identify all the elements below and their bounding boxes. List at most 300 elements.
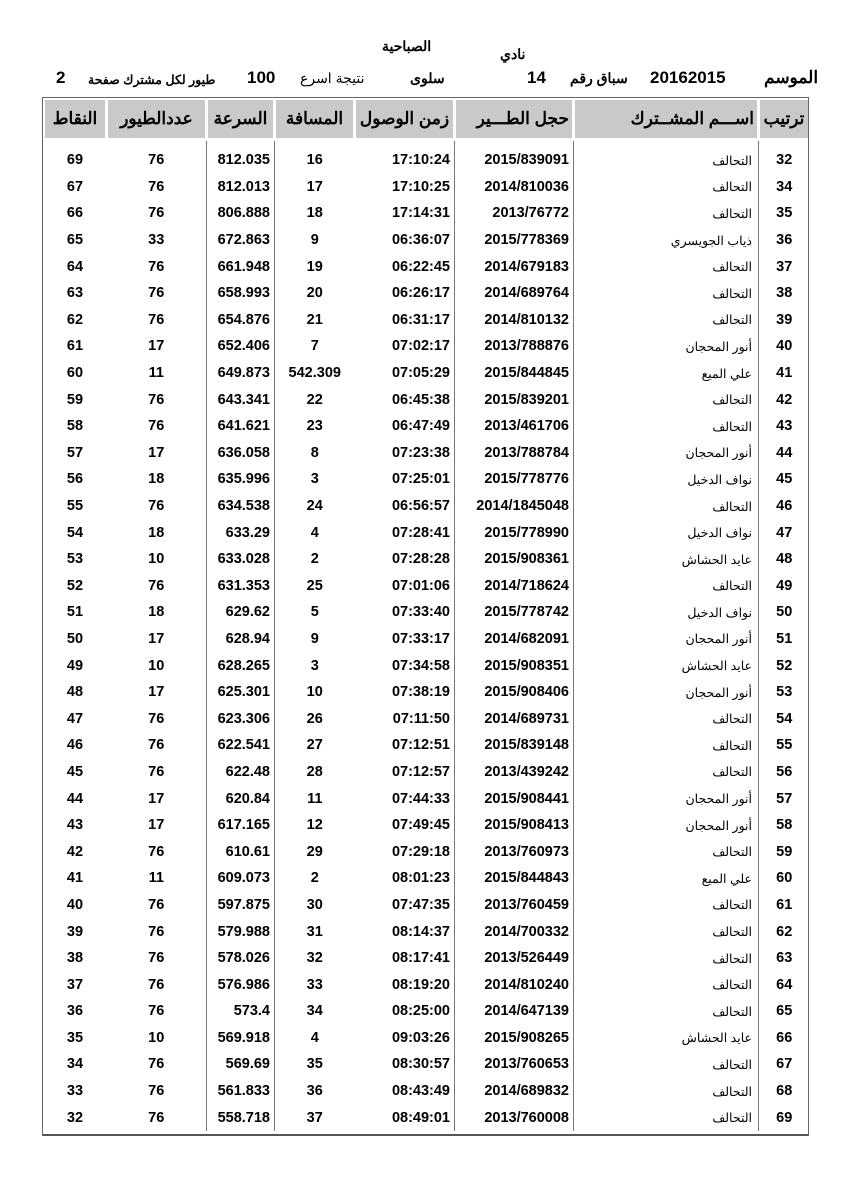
header-row: [44, 99, 810, 140]
cell-member: التحالف: [574, 253, 759, 280]
cell-member: التحالف: [574, 945, 759, 972]
cell-birds: 76: [148, 1056, 165, 1073]
col-birds: عددالطيور: [107, 99, 207, 140]
cell-member: أنور المحجان: [574, 679, 759, 706]
cell-speed: 609.073: [207, 865, 275, 892]
cell-ring: 2015/908406: [455, 679, 574, 706]
cell-birds: 76: [148, 710, 165, 727]
cell-points: 60: [66, 365, 84, 382]
race-label: سباق رقم: [570, 70, 628, 86]
cell-points: 48: [66, 684, 84, 701]
cell-member: أنور المحجان: [574, 785, 759, 812]
cell-birds: 33: [148, 232, 165, 249]
cell-points: 42: [66, 843, 84, 860]
cell-birds: 76: [148, 391, 165, 408]
cell-ring: 2015/908413: [455, 812, 574, 839]
table-row: [44, 759, 810, 786]
table-row: [44, 174, 810, 201]
season-label: الموسم: [764, 68, 819, 87]
cell-birds: 76: [148, 258, 165, 275]
cell-ring: 2015/839148: [455, 732, 574, 759]
cell-ring: 2015/778776: [455, 466, 574, 493]
per-member-label: طيور لكل مشترك صفحة: [88, 73, 216, 87]
cell-rank: 41: [759, 360, 810, 387]
cell-arrival: 09:03:26: [391, 1029, 450, 1046]
cell-ring: 2014/679183: [455, 253, 574, 280]
cell-points: 50: [66, 630, 84, 647]
cell-member: التحالف: [574, 386, 759, 413]
cell-speed: 561.833: [207, 1078, 275, 1105]
cell-arrival: 08:25:00: [391, 1003, 450, 1020]
cell-member: التحالف: [574, 413, 759, 440]
cell-arrival: 07:28:28: [391, 551, 450, 568]
cell-ring: 2014/810132: [455, 307, 574, 334]
cell-speed: 672.863: [207, 227, 275, 254]
cell-member: التحالف: [574, 705, 759, 732]
cell-distance: 34: [275, 998, 355, 1025]
cell-member: التحالف: [574, 573, 759, 600]
col-points: النقاط: [44, 99, 107, 140]
cell-ring: 2013/76772: [455, 200, 574, 227]
cell-points: 32: [66, 1109, 84, 1126]
season-value: 20162015: [650, 68, 726, 87]
cell-points: 40: [66, 896, 84, 913]
cell-points: 38: [66, 950, 84, 967]
location: سلوى: [410, 70, 445, 86]
table-row: [44, 998, 810, 1025]
cell-ring: 2013/760459: [455, 892, 574, 919]
cell-distance: 19: [275, 253, 355, 280]
cell-points: 62: [66, 311, 84, 328]
cell-speed: 610.61: [207, 838, 275, 865]
table-row: [44, 200, 810, 227]
cell-points: 41: [66, 870, 84, 887]
cell-ring: 2015/778369: [455, 227, 574, 254]
cell-speed: 643.341: [207, 386, 275, 413]
cell-arrival: 07:34:58: [391, 657, 450, 674]
race-number: 14: [527, 68, 546, 87]
table-row: [44, 1051, 810, 1078]
col-rank: ترتيب: [759, 99, 810, 140]
cell-member: التحالف: [574, 493, 759, 520]
cell-ring: 2013/760973: [455, 838, 574, 865]
cell-points: 56: [66, 471, 84, 488]
cell-distance: 10: [275, 679, 355, 706]
cell-rank: 53: [759, 679, 810, 706]
cell-points: 47: [66, 710, 84, 727]
cell-arrival: 07:01:06: [391, 577, 450, 594]
cell-rank: 39: [759, 307, 810, 334]
cell-member: التحالف: [574, 1104, 759, 1131]
table-row: [44, 573, 810, 600]
cell-arrival: 06:31:17: [391, 311, 450, 328]
cell-ring: 2014/1845048: [455, 493, 574, 520]
cell-distance: 37: [275, 1104, 355, 1131]
cell-rank: 36: [759, 227, 810, 254]
cell-member: التحالف: [574, 998, 759, 1025]
cell-birds: 17: [148, 338, 165, 355]
cell-points: 69: [66, 152, 84, 169]
table-row: [44, 227, 810, 254]
cell-distance: 31: [275, 918, 355, 945]
table-row: [44, 546, 810, 573]
cell-arrival: 07:47:35: [391, 896, 450, 913]
cell-birds: 17: [148, 630, 165, 647]
cell-birds: 76: [148, 285, 165, 302]
cell-distance: 24: [275, 493, 355, 520]
cell-arrival: 08:14:37: [391, 923, 450, 940]
cell-points: 49: [66, 657, 84, 674]
cell-rank: 59: [759, 838, 810, 865]
cell-speed: 558.718: [207, 1104, 275, 1131]
table-row: [44, 386, 810, 413]
cell-distance: 27: [275, 732, 355, 759]
cell-birds: 76: [148, 152, 165, 169]
cell-distance: 36: [275, 1078, 355, 1105]
cell-rank: 38: [759, 280, 810, 307]
cell-points: 39: [66, 923, 84, 940]
cell-member: التحالف: [574, 174, 759, 201]
cell-distance: 20: [275, 280, 355, 307]
cell-arrival: 07:02:17: [391, 338, 450, 355]
cell-speed: 633.028: [207, 546, 275, 573]
cell-distance: 3: [275, 652, 355, 679]
cell-birds: 76: [148, 1109, 165, 1126]
cell-points: 58: [66, 418, 84, 435]
cell-birds: 76: [148, 498, 165, 515]
cell-rank: 62: [759, 918, 810, 945]
table-row: [44, 440, 810, 467]
cell-member: عايد الحشاش: [574, 652, 759, 679]
cell-ring: 2015/908441: [455, 785, 574, 812]
cell-rank: 60: [759, 865, 810, 892]
cell-member: نواف الدخيل: [574, 466, 759, 493]
cell-ring: 2013/760008: [455, 1104, 574, 1131]
cell-speed: 622.48: [207, 759, 275, 786]
table-row: [44, 1104, 810, 1131]
cell-arrival: 06:22:45: [391, 258, 450, 275]
cell-member: التحالف: [574, 732, 759, 759]
cell-arrival: 07:25:01: [391, 471, 450, 488]
cell-member: التحالف: [574, 918, 759, 945]
cell-arrival: 08:01:23: [391, 870, 450, 887]
cell-speed: 661.948: [207, 253, 275, 280]
cell-speed: 636.058: [207, 440, 275, 467]
cell-rank: 46: [759, 493, 810, 520]
cell-ring: 2015/908351: [455, 652, 574, 679]
cell-points: 57: [66, 444, 84, 461]
cell-arrival: 07:11:50: [392, 710, 450, 727]
cell-birds: 76: [148, 1003, 165, 1020]
cell-birds: 76: [148, 923, 165, 940]
cell-distance: 16: [275, 140, 355, 174]
table-row: [44, 493, 810, 520]
cell-member: التحالف: [574, 280, 759, 307]
table-row: [44, 1078, 810, 1105]
cell-rank: 47: [759, 519, 810, 546]
cell-points: 44: [66, 790, 84, 807]
table-row: [44, 466, 810, 493]
cell-rank: 69: [759, 1104, 810, 1131]
cell-member: التحالف: [574, 140, 759, 174]
cell-speed: 569.69: [207, 1051, 275, 1078]
table-row: [44, 705, 810, 732]
cell-member: عايد الحشاش: [574, 546, 759, 573]
cell-speed: 623.306: [207, 705, 275, 732]
cell-distance: 26: [275, 705, 355, 732]
cell-ring: 2014/689731: [455, 705, 574, 732]
cell-birds: 18: [148, 471, 165, 488]
cell-arrival: 06:47:49: [391, 418, 450, 435]
cell-ring: 2014/700332: [455, 918, 574, 945]
cell-speed: 573.4: [207, 998, 275, 1025]
cell-speed: 641.621: [207, 413, 275, 440]
cell-distance: 12: [275, 812, 355, 839]
cell-rank: 48: [759, 546, 810, 573]
cell-distance: 9: [275, 626, 355, 653]
cell-points: 34: [66, 1056, 84, 1073]
cell-ring: 2015/844845: [455, 360, 574, 387]
cell-arrival: 06:36:07: [391, 232, 450, 249]
cell-rank: 44: [759, 440, 810, 467]
cell-points: 52: [66, 577, 84, 594]
cell-rank: 49: [759, 573, 810, 600]
cell-speed: 812.013: [207, 174, 275, 201]
cell-distance: 35: [275, 1051, 355, 1078]
cell-birds: 76: [148, 896, 165, 913]
cell-rank: 67: [759, 1051, 810, 1078]
cell-points: 53: [66, 551, 84, 568]
cell-distance: 2: [275, 865, 355, 892]
cell-distance: 32: [275, 945, 355, 972]
cell-rank: 68: [759, 1078, 810, 1105]
cell-rank: 37: [759, 253, 810, 280]
cell-distance: 30: [275, 892, 355, 919]
cell-speed: 633.29: [207, 519, 275, 546]
cell-member: أنور المحجان: [574, 812, 759, 839]
cell-member: علي الميع: [574, 865, 759, 892]
cell-birds: 17: [148, 684, 165, 701]
cell-points: 59: [66, 391, 84, 408]
cell-rank: 52: [759, 652, 810, 679]
cell-points: 45: [66, 763, 84, 780]
cell-arrival: 07:33:17: [391, 630, 450, 647]
cell-birds: 10: [148, 657, 165, 674]
cell-speed: 631.353: [207, 573, 275, 600]
cell-rank: 35: [759, 200, 810, 227]
cell-speed: 576.986: [207, 971, 275, 998]
cell-birds: 76: [148, 577, 165, 594]
table-row: [44, 140, 810, 174]
cell-ring: 2014/718624: [455, 573, 574, 600]
cell-distance: 11: [275, 785, 355, 812]
cell-ring: 2013/526449: [455, 945, 574, 972]
col-speed: السرعة: [207, 99, 275, 140]
table-row: [44, 413, 810, 440]
cell-arrival: 06:56:57: [391, 498, 450, 515]
cell-arrival: 17:10:25: [391, 178, 450, 195]
cell-member: علي الميع: [574, 360, 759, 387]
cell-points: 43: [66, 817, 84, 834]
table-row: [44, 838, 810, 865]
cell-rank: 58: [759, 812, 810, 839]
cell-member: نواف الدخيل: [574, 599, 759, 626]
cell-speed: 654.876: [207, 307, 275, 334]
cell-points: 66: [66, 205, 84, 222]
cell-birds: 76: [148, 737, 165, 754]
cell-birds: 17: [148, 444, 165, 461]
cell-speed: 812.035: [207, 140, 275, 174]
cell-ring: 2014/810240: [455, 971, 574, 998]
club-label: نادي: [500, 46, 526, 62]
cell-ring: 2014/689764: [455, 280, 574, 307]
cell-member: أنور المحجان: [574, 626, 759, 653]
cell-birds: 76: [148, 976, 165, 993]
cell-ring: 2014/810036: [455, 174, 574, 201]
cell-ring: 2014/689832: [455, 1078, 574, 1105]
cell-member: التحالف: [574, 892, 759, 919]
cell-ring: 2015/908361: [455, 546, 574, 573]
cell-rank: 51: [759, 626, 810, 653]
cell-distance: 542.309: [275, 360, 355, 387]
results-table: [42, 97, 811, 1131]
cell-distance: 8: [275, 440, 355, 467]
cell-ring: 2013/461706: [455, 413, 574, 440]
cell-member: التحالف: [574, 1078, 759, 1105]
cell-rank: 45: [759, 466, 810, 493]
cell-arrival: 08:17:41: [391, 950, 450, 967]
cell-points: 36: [66, 1003, 84, 1020]
cell-speed: 652.406: [207, 333, 275, 360]
cell-points: 65: [66, 232, 84, 249]
col-member: اســـم المشــترك: [574, 99, 759, 140]
cell-speed: 628.94: [207, 626, 275, 653]
cell-points: 55: [66, 498, 84, 515]
cell-points: 46: [66, 737, 84, 754]
cell-ring: 2015/839091: [455, 140, 574, 174]
cell-distance: 28: [275, 759, 355, 786]
table-row: [44, 812, 810, 839]
cell-arrival: 06:45:38: [391, 391, 450, 408]
table-body: [44, 140, 810, 1131]
cell-rank: 61: [759, 892, 810, 919]
cell-member: التحالف: [574, 838, 759, 865]
cell-arrival: 07:29:18: [391, 843, 450, 860]
cell-arrival: 07:28:41: [391, 524, 450, 541]
cell-rank: 50: [759, 599, 810, 626]
cell-arrival: 07:05:29: [391, 365, 450, 382]
cell-arrival: 17:14:31: [391, 205, 450, 222]
cell-distance: 21: [275, 307, 355, 334]
table-row: [44, 732, 810, 759]
cell-birds: 76: [148, 763, 165, 780]
cell-birds: 76: [148, 1083, 165, 1100]
cell-speed: 628.265: [207, 652, 275, 679]
table-row: [44, 360, 810, 387]
cell-birds: 76: [148, 418, 165, 435]
cell-birds: 18: [148, 604, 165, 621]
table-row: [44, 892, 810, 919]
table-row: [44, 599, 810, 626]
cell-rank: 66: [759, 1025, 810, 1052]
cell-member: نواف الدخيل: [574, 519, 759, 546]
cell-distance: 5: [275, 599, 355, 626]
cell-distance: 17: [275, 174, 355, 201]
cell-rank: 42: [759, 386, 810, 413]
cell-birds: 18: [148, 524, 165, 541]
cell-ring: 2015/778742: [455, 599, 574, 626]
cell-points: 63: [66, 285, 84, 302]
cell-speed: 629.62: [207, 599, 275, 626]
cell-distance: 4: [275, 1025, 355, 1052]
cell-speed: 649.873: [207, 360, 275, 387]
page-number: 2: [56, 68, 66, 87]
cell-distance: 33: [275, 971, 355, 998]
cell-distance: 18: [275, 200, 355, 227]
col-ring: حجل الطـــير: [455, 99, 574, 140]
cell-arrival: 08:30:57: [391, 1056, 450, 1073]
cell-birds: 17: [148, 790, 165, 807]
cell-points: 37: [66, 976, 84, 993]
table-row: [44, 626, 810, 653]
cell-speed: 806.888: [207, 200, 275, 227]
cell-rank: 65: [759, 998, 810, 1025]
cell-ring: 2013/788784: [455, 440, 574, 467]
col-arrival: زمن الوصول: [355, 99, 455, 140]
table-row: [44, 253, 810, 280]
cell-arrival: 08:19:20: [391, 976, 450, 993]
cell-points: 33: [66, 1083, 84, 1100]
cell-points: 54: [66, 524, 84, 541]
cell-speed: 622.541: [207, 732, 275, 759]
cell-points: 61: [66, 338, 84, 355]
cell-ring: 2015/908265: [455, 1025, 574, 1052]
cell-ring: 2013/788876: [455, 333, 574, 360]
cell-rank: 55: [759, 732, 810, 759]
cell-distance: 2: [275, 546, 355, 573]
cell-speed: 579.988: [207, 918, 275, 945]
cell-member: التحالف: [574, 971, 759, 998]
cell-distance: 7: [275, 333, 355, 360]
cell-speed: 620.84: [207, 785, 275, 812]
cell-birds: 76: [148, 311, 165, 328]
cell-arrival: 06:26:17: [391, 285, 450, 302]
table-row: [44, 1025, 810, 1052]
fastest-value: 100: [247, 68, 276, 87]
cell-speed: 578.026: [207, 945, 275, 972]
cell-speed: 634.538: [207, 493, 275, 520]
cell-member: التحالف: [574, 307, 759, 334]
club-name: الصباحية: [382, 38, 432, 54]
cell-birds: 11: [148, 870, 164, 887]
cell-distance: 25: [275, 573, 355, 600]
cell-member: التحالف: [574, 759, 759, 786]
table-row: [44, 280, 810, 307]
cell-ring: 2014/647139: [455, 998, 574, 1025]
cell-member: التحالف: [574, 200, 759, 227]
table-row: [44, 865, 810, 892]
cell-distance: 22: [275, 386, 355, 413]
cell-points: 64: [66, 258, 84, 275]
table-row: [44, 971, 810, 998]
cell-member: ذياب الجويسري: [574, 227, 759, 254]
cell-distance: 9: [275, 227, 355, 254]
cell-speed: 635.996: [207, 466, 275, 493]
cell-arrival: 07:23:38: [391, 444, 450, 461]
cell-arrival: 07:12:51: [391, 737, 450, 754]
fastest-label: نتيجة اسرع: [300, 70, 365, 86]
cell-rank: 40: [759, 333, 810, 360]
